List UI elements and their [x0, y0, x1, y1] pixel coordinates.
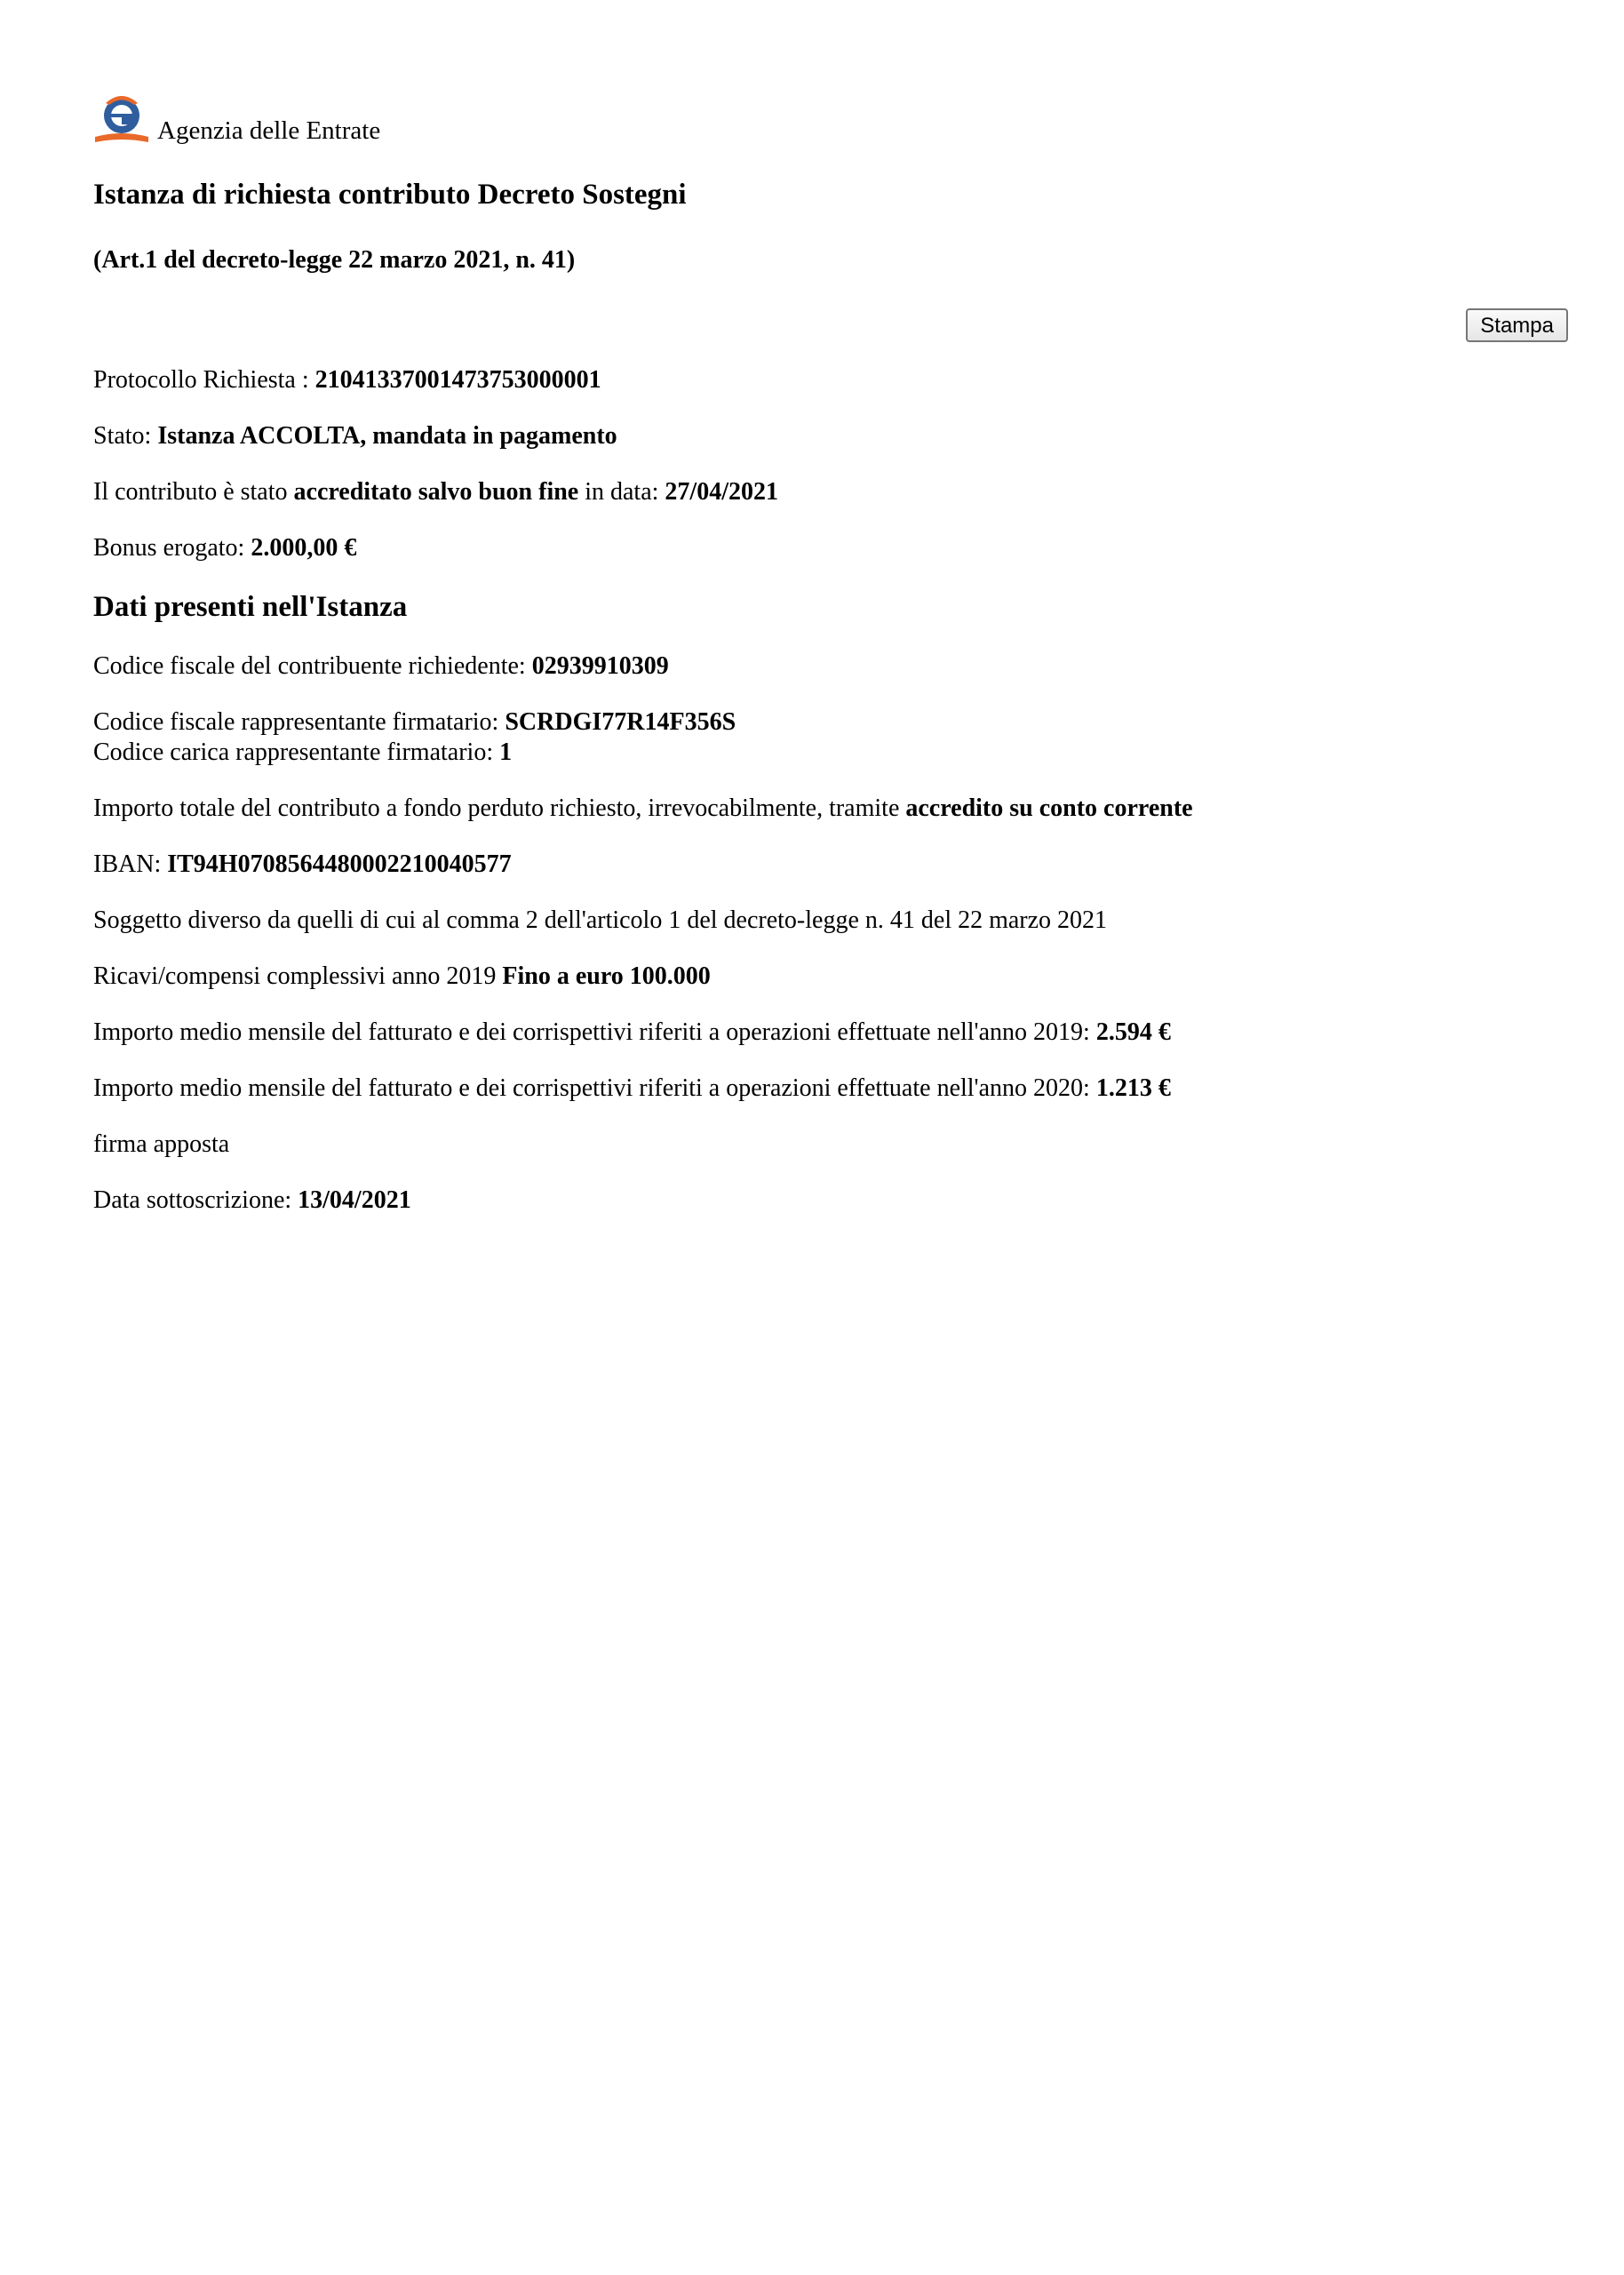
cf-richiedente-value: 02939910309 — [531, 651, 669, 680]
soggetto-line: Soggetto diverso da quelli di cui al comma 2 dell'articolo 1 del decreto-legge n. 41 del 22 marzo 2021 — [93, 906, 1108, 934]
page-subtitle: (Art.1 del decreto-legge 22 marzo 2021, n. 41) — [93, 245, 576, 274]
page-title: Istanza di richiesta contributo Decreto Sostegni — [93, 179, 687, 211]
protocollo-label: Protocollo Richiesta : — [93, 366, 315, 395]
codice-carica-label: Codice carica rappresentante firmatario: — [93, 738, 500, 766]
codice-carica-value: 1 — [499, 738, 513, 766]
importo-line — [93, 794, 1568, 824]
brand-header — [93, 89, 1568, 146]
firma-line: firma apposta — [93, 1130, 230, 1158]
data-sottoscrizione-label: Data sottoscrizione: — [93, 1185, 299, 1214]
bonus-label: Bonus erogato: — [93, 534, 251, 563]
ricavi-value: Fino a euro 100.000 — [502, 962, 711, 990]
medio-2019-label: Importo medio mensile del fatturato e dei corrispettivi riferiti a operazioni effettuate nell'anno 2019: — [93, 1018, 1096, 1046]
bonus-value: 2.000,00 € — [251, 534, 357, 563]
cf-rappresentante-value: SCRDGI77R14F356S — [505, 707, 736, 736]
cf-richiedente-line — [93, 651, 1568, 682]
codice-carica-line — [93, 738, 1568, 768]
contributo-date: 27/04/2021 — [665, 478, 778, 507]
ricavi-label: Ricavi/compensi complessivi anno 2019 — [93, 962, 503, 990]
iban-value: IT94H0708564480002210040577 — [167, 850, 512, 878]
importo-value: accredito su conto corrente — [905, 794, 1193, 822]
data-sottoscrizione-line — [93, 1185, 1568, 1216]
medio-2020-value: 1.213 € — [1095, 1074, 1171, 1102]
iban-label: IBAN: — [93, 850, 168, 878]
protocollo-line — [93, 365, 1568, 395]
brand-name: Agenzia delle Entrate — [157, 116, 381, 145]
cf-richiedente-label: Codice fiscale del contribuente richiedente: — [93, 651, 532, 680]
section-title: Dati presenti nell'Istanza — [93, 591, 408, 624]
cf-rappresentante-line — [93, 707, 1568, 738]
agenzia-entrate-logo-icon — [93, 91, 150, 146]
stato-value: Istanza ACCOLTA, mandata in pagamento — [157, 422, 617, 451]
medio-2019-line — [93, 1018, 1568, 1048]
stato-label: Stato: — [93, 422, 158, 451]
bonus-line — [93, 533, 1568, 563]
medio-2019-value: 2.594 € — [1095, 1018, 1171, 1046]
toolbar — [93, 308, 1568, 347]
cf-rappresentante-label: Codice fiscale rappresentante firmatario: — [93, 707, 506, 736]
importo-label: Importo totale del contributo a fondo perduto richiesto, irrevocabilmente, tramite — [93, 794, 906, 822]
contributo-line — [93, 477, 1568, 507]
contributo-prefix: Il contributo è stato — [93, 478, 294, 507]
contributo-mid: in data: — [578, 478, 665, 507]
iban-line — [93, 850, 1568, 880]
stato-line — [93, 421, 1568, 451]
protocollo-value: 21041337001473753000001 — [314, 366, 601, 395]
ricavi-line — [93, 962, 1568, 992]
medio-2020-label: Importo medio mensile del fatturato e dei corrispettivi riferiti a operazioni effettuate nell'anno 2020: — [93, 1074, 1096, 1102]
data-sottoscrizione-value: 13/04/2021 — [298, 1185, 411, 1214]
contributo-status: accreditato salvo buon fine — [293, 478, 579, 507]
print-button[interactable]: Stampa — [1466, 308, 1568, 342]
medio-2020-line — [93, 1074, 1568, 1104]
document — [93, 89, 1568, 1216]
